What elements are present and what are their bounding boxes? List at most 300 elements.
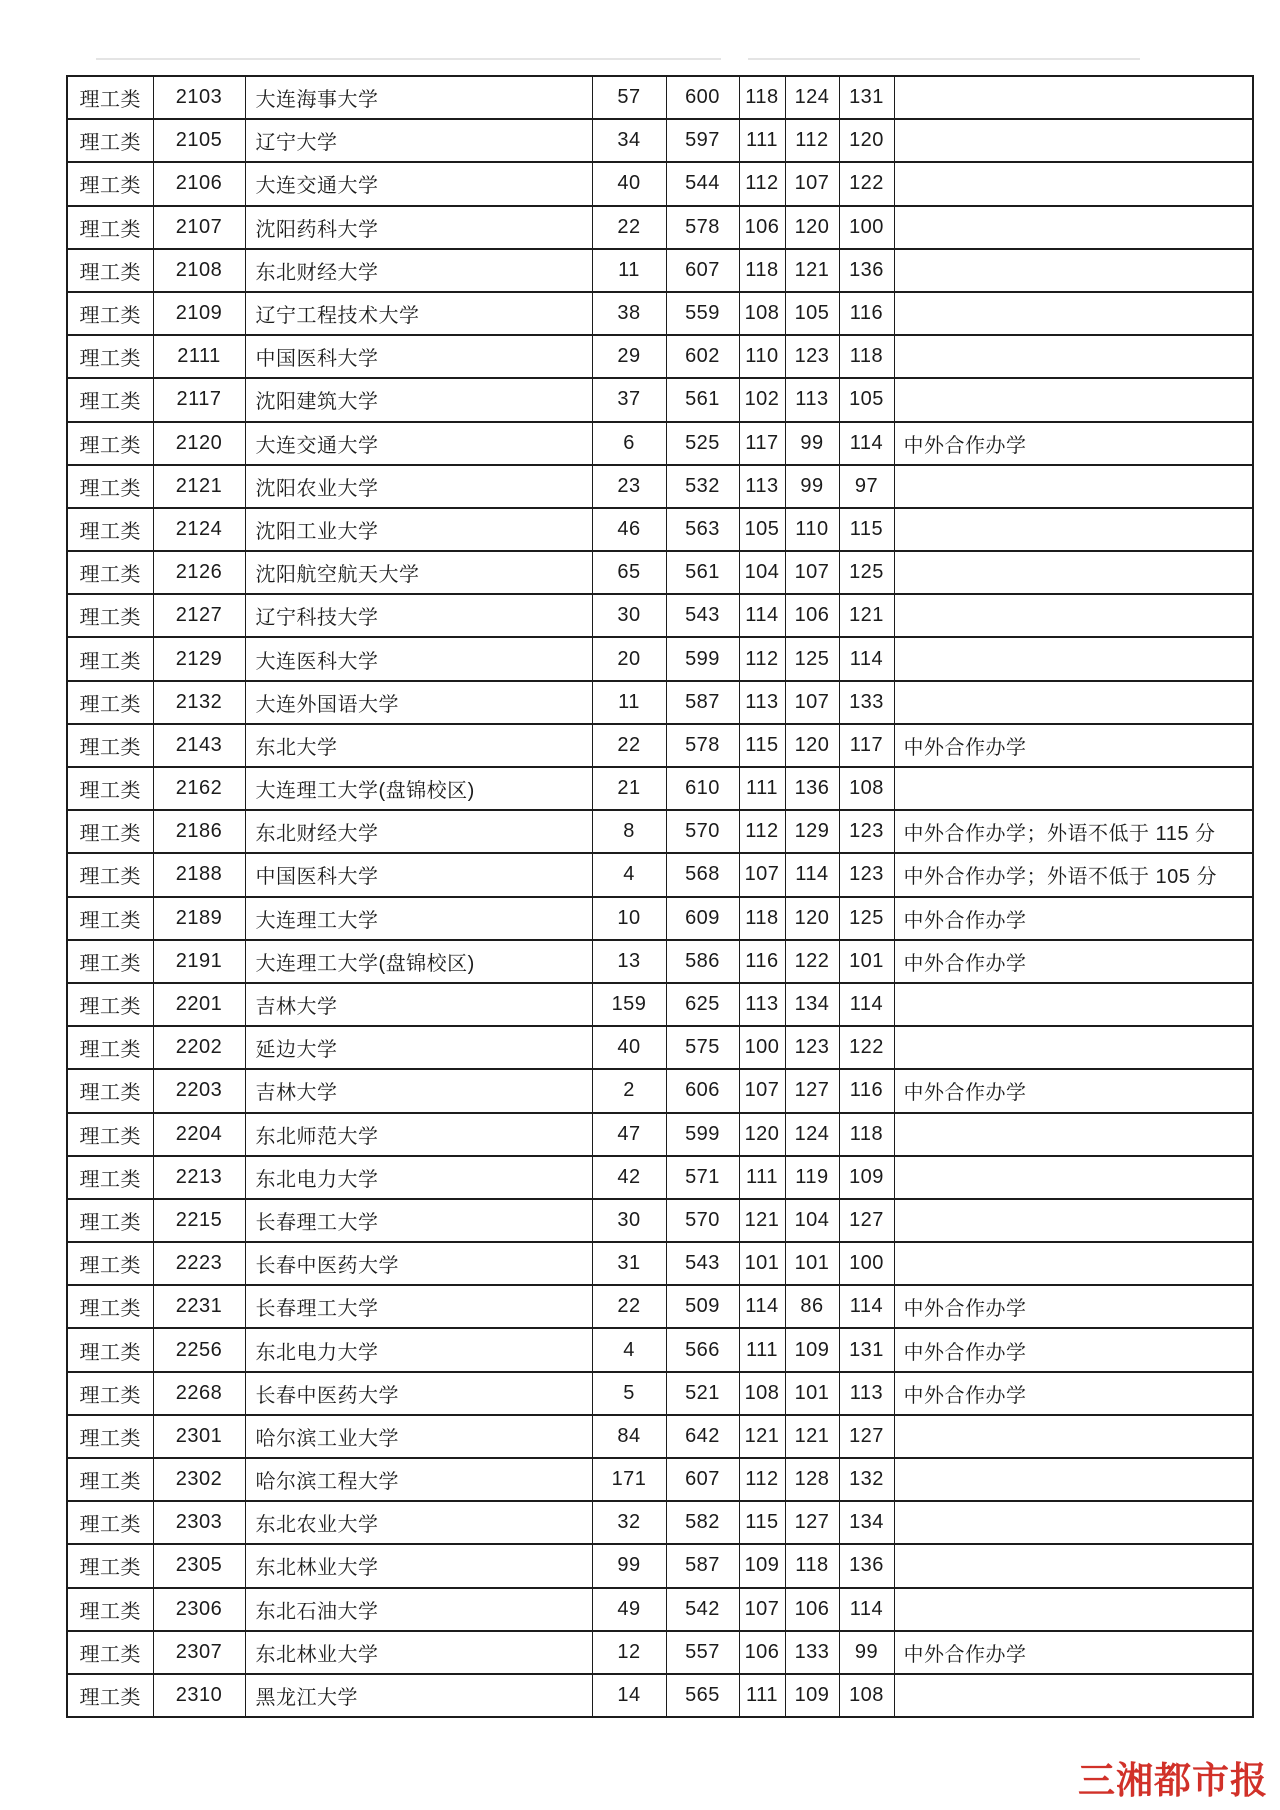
cell-subscore-3: 131 xyxy=(839,1328,894,1371)
cell-admit-count: 159 xyxy=(592,983,666,1026)
cell-subscore-2: 129 xyxy=(785,810,839,853)
cell-code: 2188 xyxy=(153,853,245,896)
cell-university-name: 大连海事大学 xyxy=(245,76,592,119)
table-row xyxy=(67,119,1253,162)
cell-score: 559 xyxy=(666,292,739,335)
cell-subscore-2: 124 xyxy=(785,1113,839,1156)
cell-subscore-1: 111 xyxy=(739,1156,785,1199)
cell-admit-count: 11 xyxy=(592,681,666,724)
cell-university-name: 延边大学 xyxy=(245,1026,592,1069)
cell-subscore-1: 111 xyxy=(739,767,785,810)
cell-university-name: 中国医科大学 xyxy=(245,853,592,896)
table-row xyxy=(67,292,1253,335)
cell-remark xyxy=(894,119,1253,162)
cell-admit-count: 4 xyxy=(592,853,666,896)
cell-subscore-1: 106 xyxy=(739,206,785,249)
cell-code: 2103 xyxy=(153,76,245,119)
cell-admit-count: 84 xyxy=(592,1415,666,1458)
cell-code: 2132 xyxy=(153,681,245,724)
cell-admit-count: 65 xyxy=(592,551,666,594)
cell-admit-count: 8 xyxy=(592,810,666,853)
cell-university-name: 沈阳建筑大学 xyxy=(245,378,592,421)
cell-subscore-1: 101 xyxy=(739,1242,785,1285)
cell-subscore-2: 99 xyxy=(785,465,839,508)
cell-admit-count: 23 xyxy=(592,465,666,508)
cell-admit-count: 4 xyxy=(592,1328,666,1371)
cell-subscore-2: 136 xyxy=(785,767,839,810)
cell-remark xyxy=(894,292,1253,335)
cell-category: 理工类 xyxy=(67,853,153,896)
cell-score: 532 xyxy=(666,465,739,508)
cell-code: 2302 xyxy=(153,1458,245,1501)
cell-subscore-1: 117 xyxy=(739,422,785,465)
cell-category: 理工类 xyxy=(67,1674,153,1717)
cell-admit-count: 40 xyxy=(592,162,666,205)
cell-admit-count: 57 xyxy=(592,76,666,119)
cell-subscore-1: 118 xyxy=(739,76,785,119)
cell-score: 543 xyxy=(666,594,739,637)
table-row xyxy=(67,767,1253,810)
cell-admit-count: 5 xyxy=(592,1372,666,1415)
cell-score: 561 xyxy=(666,551,739,594)
cell-subscore-3: 132 xyxy=(839,1458,894,1501)
cell-university-name: 长春理工大学 xyxy=(245,1285,592,1328)
cell-category: 理工类 xyxy=(67,1501,153,1544)
cell-code: 2120 xyxy=(153,422,245,465)
table-row xyxy=(67,1631,1253,1674)
cell-score: 542 xyxy=(666,1588,739,1631)
cell-score: 582 xyxy=(666,1501,739,1544)
cell-code: 2310 xyxy=(153,1674,245,1717)
cell-score: 586 xyxy=(666,940,739,983)
cell-category: 理工类 xyxy=(67,983,153,1026)
table-row xyxy=(67,1588,1253,1631)
cell-admit-count: 22 xyxy=(592,206,666,249)
cell-remark xyxy=(894,1242,1253,1285)
table-row xyxy=(67,1285,1253,1328)
cell-subscore-2: 122 xyxy=(785,940,839,983)
cell-admit-count: 22 xyxy=(592,724,666,767)
cell-subscore-1: 121 xyxy=(739,1415,785,1458)
table-row xyxy=(67,508,1253,551)
cell-subscore-2: 119 xyxy=(785,1156,839,1199)
cell-score: 509 xyxy=(666,1285,739,1328)
cell-subscore-1: 102 xyxy=(739,378,785,421)
cell-university-name: 东北师范大学 xyxy=(245,1113,592,1156)
cell-category: 理工类 xyxy=(67,422,153,465)
cell-university-name: 东北财经大学 xyxy=(245,249,592,292)
cell-remark xyxy=(894,1199,1253,1242)
cell-category: 理工类 xyxy=(67,119,153,162)
cell-subscore-1: 121 xyxy=(739,1199,785,1242)
cell-remark xyxy=(894,637,1253,680)
cell-university-name: 东北电力大学 xyxy=(245,1328,592,1371)
cell-code: 2107 xyxy=(153,206,245,249)
cell-subscore-2: 106 xyxy=(785,1588,839,1631)
cell-subscore-3: 122 xyxy=(839,1026,894,1069)
cell-university-name: 大连理工大学(盘锦校区) xyxy=(245,767,592,810)
cell-score: 578 xyxy=(666,206,739,249)
cell-university-name: 大连外国语大学 xyxy=(245,681,592,724)
cell-category: 理工类 xyxy=(67,1372,153,1415)
cell-score: 607 xyxy=(666,249,739,292)
cell-admit-count: 22 xyxy=(592,1285,666,1328)
cell-subscore-3: 97 xyxy=(839,465,894,508)
cell-admit-count: 30 xyxy=(592,1199,666,1242)
cell-code: 2143 xyxy=(153,724,245,767)
cell-subscore-3: 133 xyxy=(839,681,894,724)
cell-remark: 中外合作办学 xyxy=(894,1069,1253,1112)
cell-code: 2307 xyxy=(153,1631,245,1674)
cell-remark: 中外合作办学 xyxy=(894,1328,1253,1371)
cell-code: 2231 xyxy=(153,1285,245,1328)
cell-subscore-3: 100 xyxy=(839,1242,894,1285)
cell-university-name: 大连医科大学 xyxy=(245,637,592,680)
table-row xyxy=(67,1372,1253,1415)
cell-admit-count: 47 xyxy=(592,1113,666,1156)
cell-code: 2191 xyxy=(153,940,245,983)
cell-subscore-3: 116 xyxy=(839,1069,894,1112)
cell-subscore-1: 112 xyxy=(739,810,785,853)
cell-score: 565 xyxy=(666,1674,739,1717)
scan-artifact-line xyxy=(96,58,721,60)
cell-admit-count: 49 xyxy=(592,1588,666,1631)
cell-university-name: 沈阳航空航天大学 xyxy=(245,551,592,594)
cell-score: 570 xyxy=(666,1199,739,1242)
cell-remark xyxy=(894,1501,1253,1544)
cell-category: 理工类 xyxy=(67,897,153,940)
cell-subscore-2: 101 xyxy=(785,1372,839,1415)
cell-remark xyxy=(894,767,1253,810)
table-row xyxy=(67,594,1253,637)
cell-subscore-1: 111 xyxy=(739,1328,785,1371)
cell-category: 理工类 xyxy=(67,162,153,205)
cell-score: 575 xyxy=(666,1026,739,1069)
sanxiang-metropolis-daily-logo: 三湘都市报 xyxy=(1078,1760,1268,1801)
cell-code: 2117 xyxy=(153,378,245,421)
cell-subscore-1: 108 xyxy=(739,292,785,335)
cell-remark xyxy=(894,1156,1253,1199)
cell-score: 599 xyxy=(666,637,739,680)
cell-category: 理工类 xyxy=(67,724,153,767)
cell-subscore-3: 108 xyxy=(839,1674,894,1717)
cell-subscore-3: 114 xyxy=(839,422,894,465)
cell-university-name: 东北电力大学 xyxy=(245,1156,592,1199)
cell-code: 2301 xyxy=(153,1415,245,1458)
cell-university-name: 哈尔滨工业大学 xyxy=(245,1415,592,1458)
cell-admit-count: 10 xyxy=(592,897,666,940)
cell-subscore-2: 118 xyxy=(785,1544,839,1587)
cell-category: 理工类 xyxy=(67,810,153,853)
table-row xyxy=(67,249,1253,292)
cell-code: 2111 xyxy=(153,335,245,378)
cell-category: 理工类 xyxy=(67,76,153,119)
cell-category: 理工类 xyxy=(67,1285,153,1328)
cell-score: 587 xyxy=(666,681,739,724)
admission-score-table xyxy=(66,75,1254,1718)
cell-code: 2204 xyxy=(153,1113,245,1156)
cell-code: 2124 xyxy=(153,508,245,551)
cell-subscore-2: 107 xyxy=(785,681,839,724)
cell-subscore-3: 122 xyxy=(839,162,894,205)
cell-subscore-1: 115 xyxy=(739,1501,785,1544)
cell-university-name: 东北大学 xyxy=(245,724,592,767)
cell-subscore-1: 106 xyxy=(739,1631,785,1674)
cell-remark: 中外合作办学 xyxy=(894,1285,1253,1328)
cell-score: 544 xyxy=(666,162,739,205)
table-row xyxy=(67,206,1253,249)
cell-score: 597 xyxy=(666,119,739,162)
cell-score: 642 xyxy=(666,1415,739,1458)
cell-subscore-2: 120 xyxy=(785,206,839,249)
cell-subscore-3: 120 xyxy=(839,119,894,162)
cell-subscore-3: 99 xyxy=(839,1631,894,1674)
cell-score: 587 xyxy=(666,1544,739,1587)
cell-subscore-1: 120 xyxy=(739,1113,785,1156)
cell-subscore-3: 118 xyxy=(839,1113,894,1156)
cell-code: 2126 xyxy=(153,551,245,594)
cell-admit-count: 34 xyxy=(592,119,666,162)
cell-score: 561 xyxy=(666,378,739,421)
cell-code: 2186 xyxy=(153,810,245,853)
cell-admit-count: 14 xyxy=(592,1674,666,1717)
cell-subscore-3: 118 xyxy=(839,335,894,378)
cell-subscore-3: 127 xyxy=(839,1415,894,1458)
cell-subscore-2: 121 xyxy=(785,1415,839,1458)
table-row xyxy=(67,983,1253,1026)
cell-category: 理工类 xyxy=(67,1328,153,1371)
cell-remark: 中外合作办学 xyxy=(894,422,1253,465)
cell-remark: 中外合作办学 xyxy=(894,1631,1253,1674)
cell-university-name: 辽宁大学 xyxy=(245,119,592,162)
cell-subscore-3: 123 xyxy=(839,810,894,853)
table-row xyxy=(67,1674,1253,1717)
cell-subscore-2: 106 xyxy=(785,594,839,637)
cell-university-name: 大连理工大学 xyxy=(245,897,592,940)
cell-remark xyxy=(894,594,1253,637)
cell-remark: 中外合作办学 xyxy=(894,1372,1253,1415)
table-row xyxy=(67,465,1253,508)
cell-remark: 中外合作办学 xyxy=(894,897,1253,940)
cell-subscore-2: 120 xyxy=(785,724,839,767)
cell-remark xyxy=(894,681,1253,724)
cell-score: 571 xyxy=(666,1156,739,1199)
cell-subscore-1: 112 xyxy=(739,1458,785,1501)
table-row xyxy=(67,1501,1253,1544)
cell-subscore-2: 133 xyxy=(785,1631,839,1674)
cell-admit-count: 30 xyxy=(592,594,666,637)
cell-subscore-1: 107 xyxy=(739,853,785,896)
cell-score: 543 xyxy=(666,1242,739,1285)
table-row xyxy=(67,1242,1253,1285)
cell-university-name: 东北林业大学 xyxy=(245,1544,592,1587)
cell-university-name: 吉林大学 xyxy=(245,983,592,1026)
table-row xyxy=(67,1458,1253,1501)
cell-code: 2203 xyxy=(153,1069,245,1112)
cell-remark xyxy=(894,206,1253,249)
cell-remark xyxy=(894,76,1253,119)
cell-score: 568 xyxy=(666,853,739,896)
cell-category: 理工类 xyxy=(67,681,153,724)
table-row xyxy=(67,810,1253,853)
table-row xyxy=(67,940,1253,983)
cell-university-name: 大连交通大学 xyxy=(245,162,592,205)
cell-category: 理工类 xyxy=(67,1156,153,1199)
cell-subscore-3: 136 xyxy=(839,249,894,292)
cell-subscore-1: 108 xyxy=(739,1372,785,1415)
cell-score: 602 xyxy=(666,335,739,378)
cell-remark xyxy=(894,249,1253,292)
cell-category: 理工类 xyxy=(67,551,153,594)
cell-subscore-3: 105 xyxy=(839,378,894,421)
cell-university-name: 黑龙江大学 xyxy=(245,1674,592,1717)
cell-university-name: 辽宁科技大学 xyxy=(245,594,592,637)
cell-university-name: 大连交通大学 xyxy=(245,422,592,465)
cell-subscore-3: 116 xyxy=(839,292,894,335)
cell-admit-count: 6 xyxy=(592,422,666,465)
cell-admit-count: 32 xyxy=(592,1501,666,1544)
cell-university-name: 东北农业大学 xyxy=(245,1501,592,1544)
cell-subscore-1: 113 xyxy=(739,465,785,508)
cell-remark xyxy=(894,335,1253,378)
cell-subscore-2: 99 xyxy=(785,422,839,465)
cell-category: 理工类 xyxy=(67,292,153,335)
cell-code: 2189 xyxy=(153,897,245,940)
cell-admit-count: 42 xyxy=(592,1156,666,1199)
cell-subscore-2: 123 xyxy=(785,335,839,378)
cell-remark xyxy=(894,378,1253,421)
cell-admit-count: 13 xyxy=(592,940,666,983)
table-row xyxy=(67,551,1253,594)
cell-subscore-3: 101 xyxy=(839,940,894,983)
cell-code: 2202 xyxy=(153,1026,245,1069)
cell-subscore-3: 114 xyxy=(839,637,894,680)
cell-university-name: 沈阳农业大学 xyxy=(245,465,592,508)
cell-subscore-1: 111 xyxy=(739,1674,785,1717)
cell-remark: 中外合作办学；外语不低于 115 分 xyxy=(894,810,1253,853)
cell-category: 理工类 xyxy=(67,1113,153,1156)
cell-score: 625 xyxy=(666,983,739,1026)
cell-subscore-2: 107 xyxy=(785,162,839,205)
cell-code: 2303 xyxy=(153,1501,245,1544)
cell-category: 理工类 xyxy=(67,206,153,249)
cell-score: 578 xyxy=(666,724,739,767)
cell-subscore-2: 127 xyxy=(785,1069,839,1112)
cell-subscore-2: 113 xyxy=(785,378,839,421)
table-row xyxy=(67,897,1253,940)
cell-university-name: 哈尔滨工程大学 xyxy=(245,1458,592,1501)
cell-university-name: 长春中医药大学 xyxy=(245,1242,592,1285)
cell-subscore-3: 136 xyxy=(839,1544,894,1587)
cell-admit-count: 12 xyxy=(592,1631,666,1674)
cell-score: 610 xyxy=(666,767,739,810)
cell-category: 理工类 xyxy=(67,378,153,421)
cell-code: 2223 xyxy=(153,1242,245,1285)
score-table-body xyxy=(67,76,1253,1717)
cell-remark xyxy=(894,551,1253,594)
cell-category: 理工类 xyxy=(67,249,153,292)
cell-subscore-3: 113 xyxy=(839,1372,894,1415)
cell-remark xyxy=(894,1674,1253,1717)
cell-remark xyxy=(894,1026,1253,1069)
table-row xyxy=(67,335,1253,378)
cell-category: 理工类 xyxy=(67,508,153,551)
cell-category: 理工类 xyxy=(67,1242,153,1285)
cell-subscore-1: 107 xyxy=(739,1069,785,1112)
cell-admit-count: 2 xyxy=(592,1069,666,1112)
table-row xyxy=(67,637,1253,680)
table-row xyxy=(67,1199,1253,1242)
cell-remark: 中外合作办学 xyxy=(894,940,1253,983)
cell-subscore-2: 123 xyxy=(785,1026,839,1069)
cell-admit-count: 29 xyxy=(592,335,666,378)
cell-category: 理工类 xyxy=(67,1588,153,1631)
cell-subscore-1: 113 xyxy=(739,681,785,724)
cell-code: 2106 xyxy=(153,162,245,205)
cell-code: 2127 xyxy=(153,594,245,637)
cell-admit-count: 171 xyxy=(592,1458,666,1501)
cell-category: 理工类 xyxy=(67,637,153,680)
cell-university-name: 沈阳工业大学 xyxy=(245,508,592,551)
cell-admit-count: 20 xyxy=(592,637,666,680)
cell-subscore-1: 107 xyxy=(739,1588,785,1631)
cell-score: 521 xyxy=(666,1372,739,1415)
cell-remark xyxy=(894,1113,1253,1156)
cell-admit-count: 46 xyxy=(592,508,666,551)
cell-subscore-1: 118 xyxy=(739,249,785,292)
cell-subscore-3: 127 xyxy=(839,1199,894,1242)
table-row xyxy=(67,1026,1253,1069)
table-row xyxy=(67,1156,1253,1199)
cell-subscore-2: 120 xyxy=(785,897,839,940)
cell-score: 606 xyxy=(666,1069,739,1112)
cell-university-name: 大连理工大学(盘锦校区) xyxy=(245,940,592,983)
table-row xyxy=(67,378,1253,421)
table-row xyxy=(67,681,1253,724)
table-row xyxy=(67,1113,1253,1156)
cell-subscore-2: 101 xyxy=(785,1242,839,1285)
cell-subscore-2: 86 xyxy=(785,1285,839,1328)
cell-category: 理工类 xyxy=(67,1026,153,1069)
cell-admit-count: 99 xyxy=(592,1544,666,1587)
cell-subscore-3: 100 xyxy=(839,206,894,249)
cell-category: 理工类 xyxy=(67,1458,153,1501)
cell-subscore-1: 110 xyxy=(739,335,785,378)
cell-category: 理工类 xyxy=(67,594,153,637)
cell-code: 2256 xyxy=(153,1328,245,1371)
cell-admit-count: 21 xyxy=(592,767,666,810)
cell-remark xyxy=(894,1544,1253,1587)
cell-subscore-3: 131 xyxy=(839,76,894,119)
cell-subscore-2: 109 xyxy=(785,1328,839,1371)
cell-category: 理工类 xyxy=(67,465,153,508)
cell-subscore-1: 105 xyxy=(739,508,785,551)
cell-code: 2109 xyxy=(153,292,245,335)
cell-category: 理工类 xyxy=(67,767,153,810)
cell-university-name: 长春理工大学 xyxy=(245,1199,592,1242)
cell-code: 2268 xyxy=(153,1372,245,1415)
cell-score: 599 xyxy=(666,1113,739,1156)
cell-category: 理工类 xyxy=(67,1199,153,1242)
cell-subscore-2: 125 xyxy=(785,637,839,680)
cell-score: 609 xyxy=(666,897,739,940)
cell-score: 570 xyxy=(666,810,739,853)
table-row xyxy=(67,1069,1253,1112)
cell-admit-count: 40 xyxy=(592,1026,666,1069)
cell-category: 理工类 xyxy=(67,1631,153,1674)
cell-subscore-2: 107 xyxy=(785,551,839,594)
cell-remark xyxy=(894,1415,1253,1458)
